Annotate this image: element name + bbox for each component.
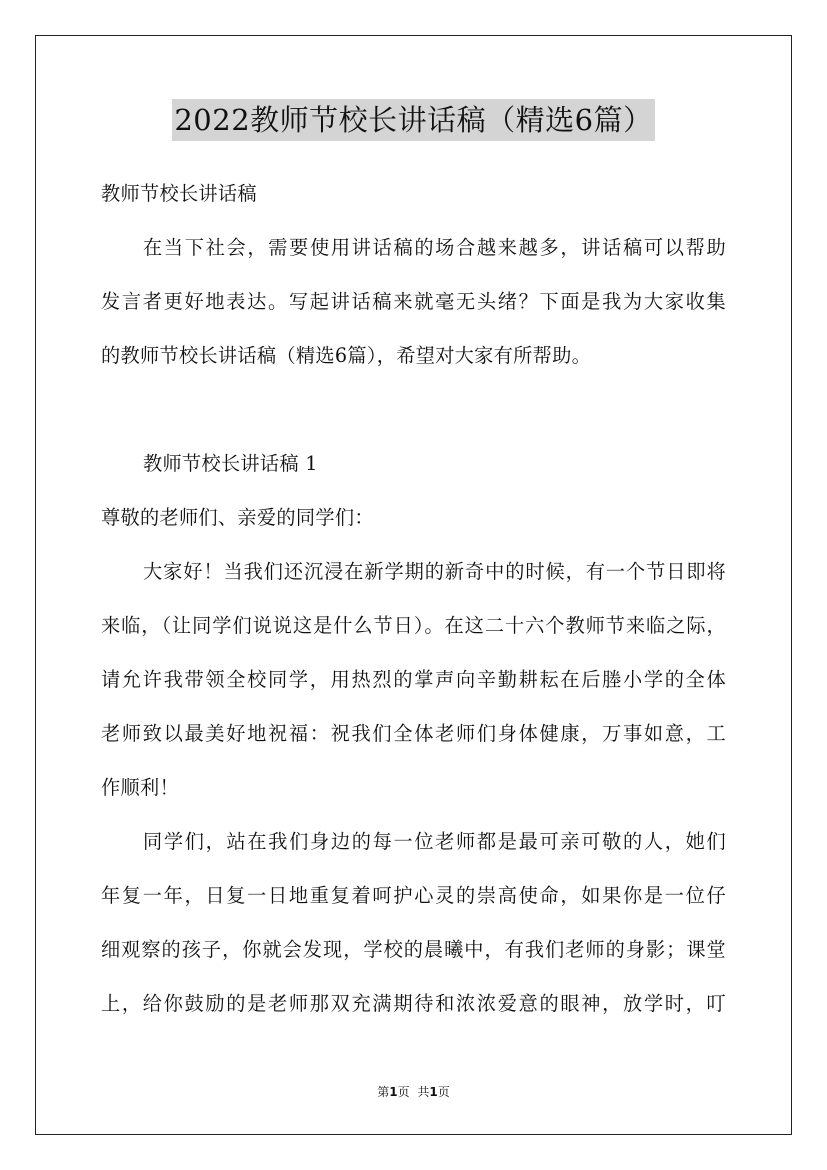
paragraph1-line-1: 大家好！当我们还沉浸在新学期的新奇中的时候，有一个节日即将 [143,560,726,583]
footer-page-prefix: 第 [377,1085,390,1099]
footer-total-suffix: 页 [437,1085,450,1099]
title-container [0,99,827,141]
paragraph2-line-4: 上，给你鼓励的是老师那双充满期待和浓浓爱意的眼神，放学时，叮 [101,992,726,1015]
document-title: 2022教师节校长讲话稿（精选6篇） [172,99,654,141]
paragraph1-line-5: 作顺利！ [101,776,179,799]
paragraph1-line-3: 请允许我带领全校同学，用热烈的掌声向辛勤耕耘在后塍小学的全体 [101,668,726,691]
intro-line-2: 发言者更好地表达。写起讲话稿来就毫无头绪？下面是我为大家收集 [101,290,726,313]
intro-line-1: 在当下社会，需要使用讲话稿的场合越来越多，讲话稿可以帮助 [143,236,726,259]
intro-line-3: 的教师节校长讲话稿（精选6篇），希望对大家有所帮助。 [101,344,592,367]
page-footer [0,1084,827,1100]
paragraph2-line-3: 细观察的孩子，你就会发现，学校的晨曦中，有我们老师的身影；课堂 [101,938,726,961]
paragraph2-line-1: 同学们，站在我们身边的每一位老师都是最可亲可敬的人，她们 [143,830,726,853]
footer-total-prefix: 共 [417,1085,430,1099]
footer-total-number: 1 [429,1085,438,1099]
paragraph1-line-2: 来临，（让同学们说说这是什么节日）。在这二十六个教师节来临之际， [101,614,726,637]
footer-page-suffix: 页 [397,1085,410,1099]
footer-page-number: 1 [389,1085,398,1099]
section-heading: 教师节校长讲话稿 1 [143,452,318,475]
document-subtitle: 教师节校长讲话稿 [101,182,257,205]
paragraph1-line-4: 老师致以最美好地祝福：祝我们全体老师们身体健康，万事如意，工 [101,722,726,745]
paragraph2-line-2: 年复一年，日复一日地重复着呵护心灵的崇高使命，如果你是一位仔 [101,884,726,907]
salutation: 尊敬的老师们、亲爱的同学们： [101,506,374,529]
